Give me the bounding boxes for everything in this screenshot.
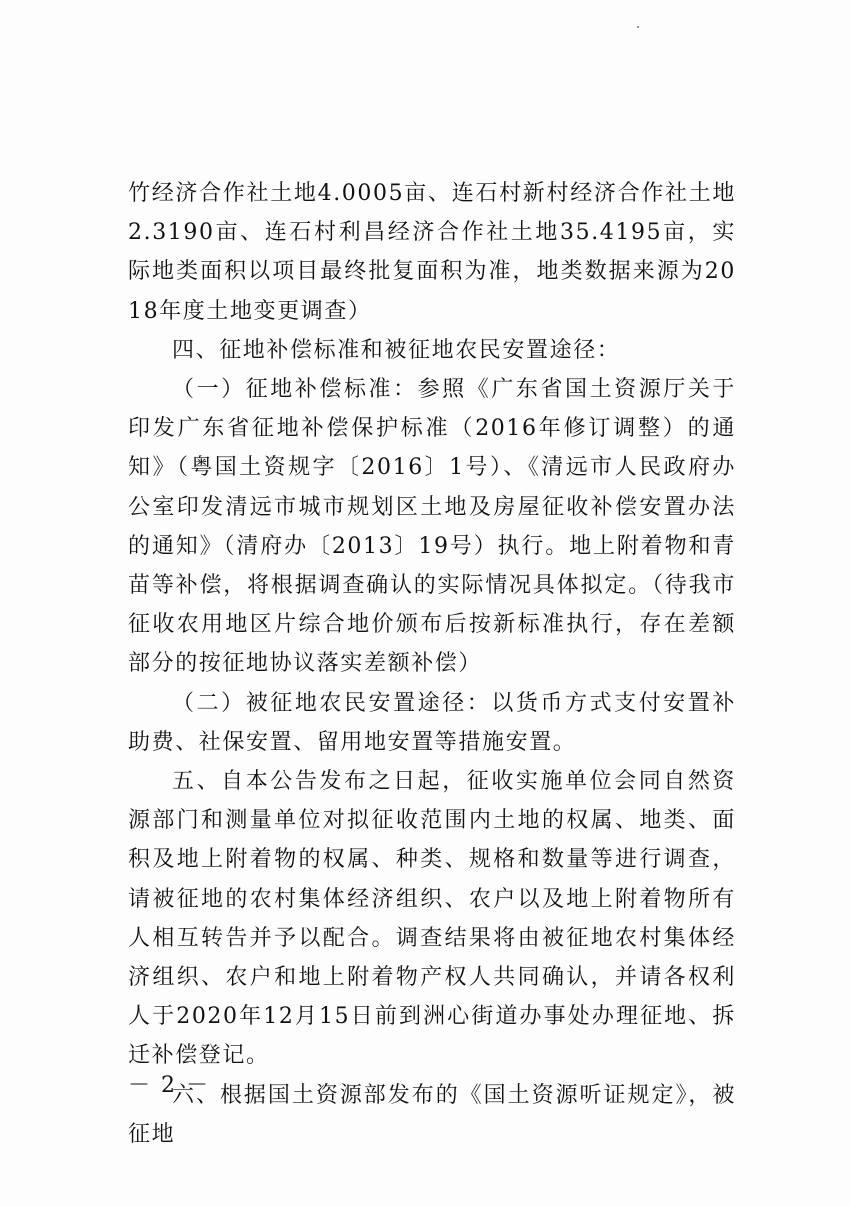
paragraph-compensation-standard: （一）征地补偿标准：参照《广东省国土资源厅关于印发广东省征地补偿保护标准（2016年修订调整）的通知》（粤国土资规字〔2016〕1号）、《清远市人民政府办公室印发清远市城市规划区土地及房屋征收补偿安置办法的通知》（清府办〔2013〕19号）执行。地上附着物和青苗等补偿，将根据调查确认的实际情况具体拟定。（待我市征收农用地区片综合地价颁布后按新标准执行，存在差额部分的按征地协议落实差额补偿） [128,377,736,677]
paragraph-resettlement-approach: （二）被征地农民安置途径：以货币方式支付安置补助费、社保安置、留用地安置等措施安置。 [128,690,736,755]
scan-speck [637,26,639,28]
paragraph-section-five-survey: 五、自本公告发布之日起，征收实施单位会同自然资源部门和测量单位对拟征收范围内土地的权属、地类、面积及地上附着物的权属、种类、规格和数量等进行调查，请被征地的农村集体经济组织、农户以及地上附着物所有人相互转告并予以配合。调查结果将由被征地农村集体经济组织、农户和地上附着物产权人共同确认，并请各权利人于2020年12月15日前到洲心街道办事处办理征地、拆迁补偿登记。 [128,769,736,1069]
paragraph-section-six-hearing: 六、根据国土资源部发布的《国土资源听证规定》，被征地 [128,1082,736,1147]
paragraph-land-area-continuation: 竹经济合作社土地4.0005亩、连石村新村经济合作社土地2.3190亩、连石村利昌经济合作社土地35.4195亩，实际地类面积以项目最终批复面积为准，地类数据来源为2018年度土地变更调查） [128,181,736,324]
page-number: － 2 － [128,1073,210,1098]
document-body [128,174,736,1154]
heading-section-four: 四、征地补偿标准和被征地农民安置途径： [172,337,621,363]
